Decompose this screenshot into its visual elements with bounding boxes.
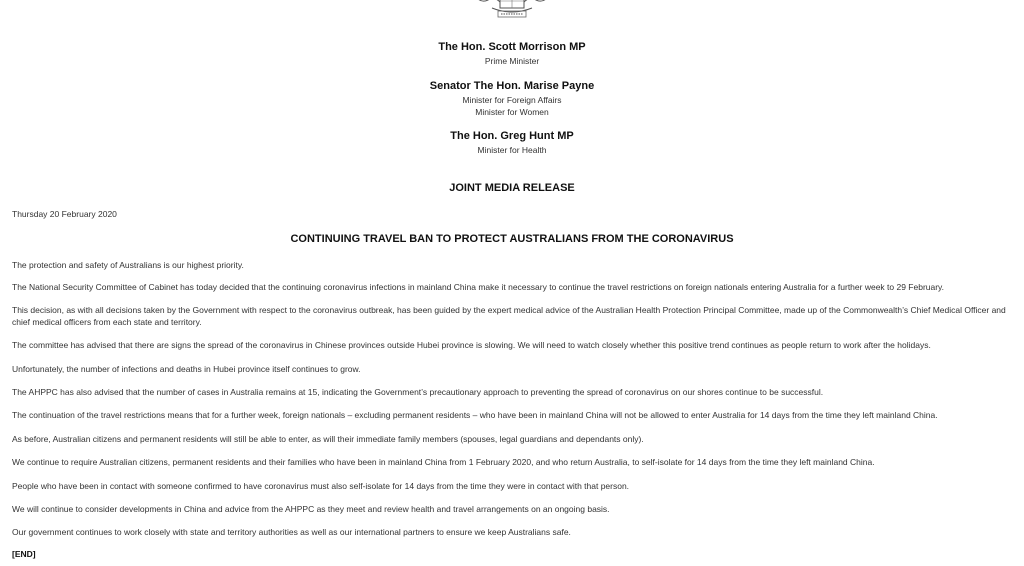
minister-3-name: The Hon. Greg Hunt MP xyxy=(450,130,574,142)
paragraph-1: The protection and safety of Australians is our highest priority. xyxy=(12,260,244,270)
release-date: Thursday 20 February 2020 xyxy=(12,209,117,219)
paragraph-8: As before, Australian citizens and permanent residents will still be able to enter, as will their immediate family members (spouses, legal guardians and dependants only). xyxy=(12,434,644,444)
paragraph-9: We continue to require Australian citizens, permanent residents and their families who have been in mainland China from 1 February 2020, and who return Australia, to self-isolate for 14 days from the time they left mainland China. xyxy=(12,457,875,467)
minister-1-title: Prime Minister xyxy=(484,56,540,66)
paragraph-6: The AHPPC has also advised that the number of cases in Australia remains at 15, indicating the Government’s precautionary approach to preventing the spread of coronavirus on our shores continue to be successful. xyxy=(12,387,824,397)
paragraph-3: This decision, as with all decisions taken by the Government with respect to the coronavirus outbreak, has been guided by the expert medical advice of the Australian Health Protection Principal Committee, made up of the Commonwealth’s Chief Medical Officer and chief medical officers from each state and territory. xyxy=(12,305,1006,327)
minister-2-title-2: Minister for Women xyxy=(475,107,549,117)
paragraph-11: We will continue to consider developments in China and advice from the AHPPC as they meet and review health and travel arrangements on an ongoing basis. xyxy=(12,504,610,514)
coat-of-arms-crest xyxy=(470,0,554,20)
paragraph-5: Unfortunately, the number of infections and deaths in Hubei province itself continues to grow. xyxy=(12,364,361,374)
paragraph-2: The National Security Committee of Cabinet has today decided that the continuing coronavirus infections in mainland China make it necessary to continue the travel restrictions on foreign nationals entering Australia for a further week to 29 February. xyxy=(12,282,945,292)
end-marker: [END] xyxy=(12,549,36,559)
paragraph-10: People who have been in contact with someone confirmed to have coronavirus must also self-isolate for 14 days from the time they were in contact with that person. xyxy=(12,481,630,491)
minister-2-title-1: Minister for Foreign Affairs xyxy=(462,95,562,105)
paragraph-7: The continuation of the travel restrictions means that for a further week, foreign nationals – excluding permanent residents – who have been in mainland China will not be allowed to enter Australia for 14 days from the time they left mainland China. xyxy=(12,410,938,420)
release-headline: CONTINUING TRAVEL BAN TO PROTECT AUSTRALIANS FROM THE CORONAVIRUS xyxy=(290,233,734,245)
paragraph-12: Our government continues to work closely with state and territory authorities as well as our international partners to ensure we keep Australians safe. xyxy=(12,527,571,537)
minister-1-name: The Hon. Scott Morrison MP xyxy=(438,41,586,53)
release-type-heading: JOINT MEDIA RELEASE xyxy=(449,182,575,194)
minister-2-name: Senator The Hon. Marise Payne xyxy=(429,80,595,92)
paragraph-4: The committee has advised that there are signs the spread of the coronavirus in Chinese provinces outside Hubei province is slowing. We will need to watch closely whether this positive trend continues as people return to work after the holidays. xyxy=(12,340,931,350)
minister-3-title: Minister for Health xyxy=(477,145,547,155)
